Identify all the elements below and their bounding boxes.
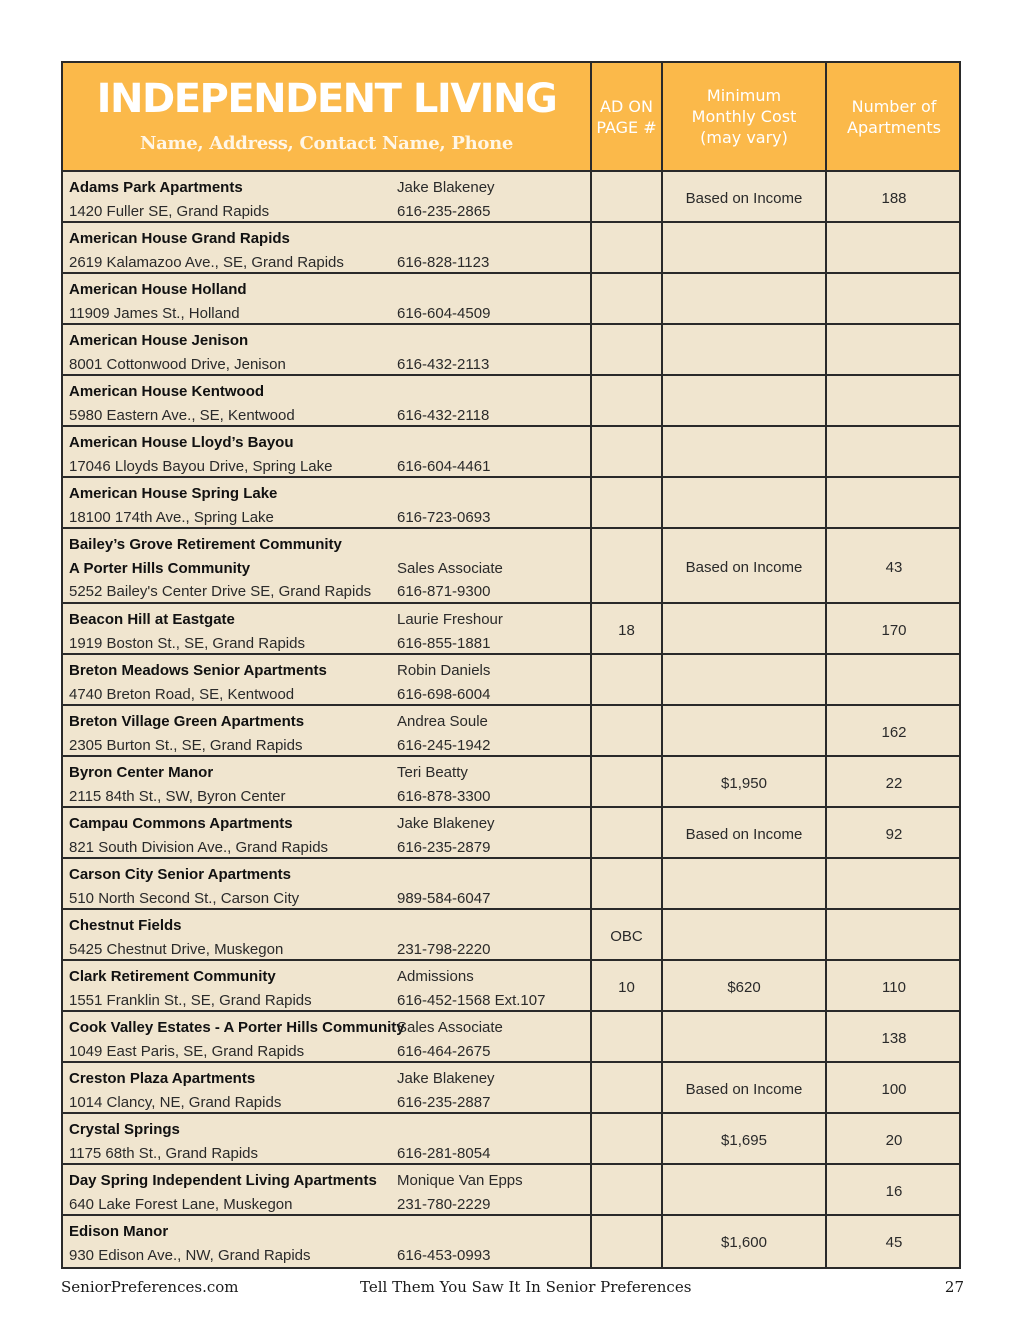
listing-phone: 616-464-2675 [397,1042,491,1060]
table-row [63,172,959,223]
listing-name: Cook Valley Estates - A Porter Hills Community [69,1019,405,1037]
listing-name: Adams Park Apartments [69,179,243,197]
monthly-cost-cell: Based on Income [661,172,825,225]
listing-phone: 616-245-1942 [397,736,491,754]
header-title-cell [63,63,590,170]
listing-info [63,1216,590,1269]
apartments-count-cell: 188 [825,172,961,225]
monthly-cost-cell [661,1012,825,1065]
header-ad-page [590,63,661,170]
listing-info [63,376,590,429]
listing-contact: Monique Van Epps [397,1172,523,1190]
listing-address: 17046 Lloyds Bayou Drive, Spring Lake [69,457,333,475]
apartments-count-cell: 110 [825,961,961,1014]
ad-page-cell [590,1114,661,1167]
ad-page-cell [590,655,661,708]
listing-address: 930 Edison Ave., NW, Grand Rapids [69,1246,311,1264]
table-row [63,427,959,478]
listing-info [63,172,590,225]
listing-info [63,859,590,912]
listing-name: Carson City Senior Apartments [69,866,291,884]
monthly-cost-cell [661,223,825,276]
apartments-count-cell [825,223,961,276]
listing-info [63,427,590,480]
listing-address: 5425 Chestnut Drive, Muskegon [69,940,284,958]
apartments-count-cell [825,910,961,963]
listing-phone: 231-798-2220 [397,940,491,958]
listing-info [63,604,590,657]
listing-address: 4740 Breton Road, SE, Kentwood [69,685,295,703]
table-row [63,1216,959,1267]
table-row [63,1012,959,1063]
listing-address: 1420 Fuller SE, Grand Rapids [69,202,270,220]
monthly-cost-cell [661,910,825,963]
table-header [63,63,959,172]
table-row [63,274,959,325]
listing-name: Edison Manor [69,1223,169,1241]
ad-page-cell [590,325,661,378]
table-row [63,655,959,706]
listing-info [63,1165,590,1218]
ad-page-cell [590,274,661,327]
listing-address: 5252 Bailey's Center Drive SE, Grand Rapids [69,583,372,601]
listing-phone: 231-780-2229 [397,1195,491,1213]
section-title: INDEPENDENT LIVING [96,76,557,122]
ad-page-cell: 18 [590,604,661,657]
ad-page-cell [590,859,661,912]
ad-page-cell [590,1216,661,1269]
listing-info [63,961,590,1014]
listing-contact: Sales Associate [397,1019,503,1037]
listing-address: 11909 James St., Holland [69,304,240,322]
header-ad-line2: PAGE # [596,117,657,137]
apartments-count-cell: 45 [825,1216,961,1269]
ad-page-cell [590,478,661,531]
ad-page-cell [590,529,661,606]
header-cost-line1: Minimum [706,86,782,105]
listing-address: 1919 Boston St., SE, Grand Rapids [69,634,305,652]
apartments-count-cell: 170 [825,604,961,657]
ad-page-cell [590,808,661,861]
apartments-count-cell: 138 [825,1012,961,1065]
monthly-cost-cell [661,655,825,708]
apartments-count-cell: 22 [825,757,961,810]
table-row [63,325,959,376]
listing-address: 2619 Kalamazoo Ave., SE, Grand Rapids [69,253,344,271]
listing-name: Day Spring Independent Living Apartments [69,1172,377,1190]
page-footer [61,1278,964,1300]
footer-tagline: Tell Them You Saw It In Senior Preferences [360,1278,692,1296]
listing-info [63,1012,590,1065]
header-cost-line2: Monthly Cost [691,107,797,126]
listing-info [63,706,590,759]
table-row [63,859,959,910]
ad-page-cell [590,427,661,480]
monthly-cost-cell [661,1165,825,1218]
listing-phone: 616-453-0993 [397,1246,491,1264]
monthly-cost-cell: $1,600 [661,1216,825,1269]
listing-name: American House Kentwood [69,383,265,401]
listing-phone: 616-698-6004 [397,685,491,703]
ad-page-cell: OBC [590,910,661,963]
listing-phone: 616-235-2879 [397,838,491,856]
monthly-cost-cell: Based on Income [661,529,825,606]
listing-phone: 616-855-1881 [397,634,491,652]
listing-name: Bailey’s Grove Retirement Community [69,536,342,554]
listing-info [63,1114,590,1167]
monthly-cost-cell [661,376,825,429]
listing-phone: 616-604-4461 [397,457,491,475]
listing-info [63,325,590,378]
listing-name: American House Spring Lake [69,485,278,503]
listing-address: 1049 East Paris, SE, Grand Rapids [69,1042,305,1060]
listing-phone: 616-235-2887 [397,1093,491,1111]
listing-phone: 616-723-0693 [397,508,491,526]
apartments-count-cell: 20 [825,1114,961,1167]
listing-address: 510 North Second St., Carson City [69,889,300,907]
listing-address: 1551 Franklin St., SE, Grand Rapids [69,991,312,1009]
listing-info [63,529,590,606]
header-apts-line2: Apartments [847,117,941,137]
listing-name: Breton Village Green Apartments [69,713,305,731]
listing-name: Creston Plaza Apartments [69,1070,256,1088]
listing-contact: Jake Blakeney [397,179,495,197]
monthly-cost-cell: Based on Income [661,808,825,861]
apartments-count-cell [825,325,961,378]
listing-name: American House Grand Rapids [69,230,290,248]
listing-info [63,1063,590,1116]
footer-website: SeniorPreferences.com [61,1278,239,1296]
listing-contact: Admissions [397,968,474,986]
monthly-cost-cell [661,604,825,657]
ad-page-cell [590,706,661,759]
listing-info [63,910,590,963]
listing-info [63,274,590,327]
ad-page-cell [590,1063,661,1116]
table-row [63,478,959,529]
listing-info [63,655,590,708]
table-row [63,706,959,757]
listing-name: Breton Meadows Senior Apartments [69,662,327,680]
apartments-count-cell: 16 [825,1165,961,1218]
listing-phone: 989-584-6047 [397,889,491,907]
header-apts-line1: Number of [851,96,937,116]
listing-phone: 616-604-4509 [397,304,491,322]
header-min-cost [661,63,825,170]
monthly-cost-cell: $1,695 [661,1114,825,1167]
listing-name: American House Holland [69,281,247,299]
listing-contact: Andrea Soule [397,713,488,731]
ad-page-cell [590,1012,661,1065]
table-row [63,1165,959,1216]
monthly-cost-cell [661,706,825,759]
ad-page-cell [590,376,661,429]
listing-phone: 616-452-1568 Ext.107 [397,991,546,1009]
listing-address: 821 South Division Ave., Grand Rapids [69,838,329,856]
listing-address: 1014 Clancy, NE, Grand Rapids [69,1093,282,1111]
monthly-cost-cell: $1,950 [661,757,825,810]
listing-name: Crystal Springs [69,1121,180,1139]
header-ad-line1: AD ON [600,96,653,116]
listing-contact: Teri Beatty [397,764,468,782]
listing-address: 1175 68th St., Grand Rapids [69,1144,259,1162]
listing-contact: Jake Blakeney [397,815,495,833]
apartments-count-cell: 162 [825,706,961,759]
table-row [63,961,959,1012]
listing-phone: 616-828-1123 [397,253,490,271]
table-row [63,910,959,961]
listing-contact: Robin Daniels [397,662,491,680]
listing-info [63,808,590,861]
listing-name-line2: A Porter Hills Community [69,559,251,577]
listing-address: 5980 Eastern Ave., SE, Kentwood [69,406,295,424]
listing-contact: Sales Associate [397,559,503,577]
listing-phone: 616-235-2865 [397,202,491,220]
ad-page-cell [590,757,661,810]
ad-page-cell [590,223,661,276]
monthly-cost-cell [661,325,825,378]
page-number: 27 [944,1278,964,1296]
header-cost-line3: (may vary) [700,128,788,147]
table-body [63,172,959,1267]
listing-name: Campau Commons Apartments [69,815,293,833]
listing-info [63,757,590,810]
table-row [63,1114,959,1165]
listing-name: Chestnut Fields [69,917,182,935]
apartments-count-cell: 100 [825,1063,961,1116]
apartments-count-cell: 43 [825,529,961,606]
table-row [63,376,959,427]
listing-phone: 616-871-9300 [397,583,491,601]
monthly-cost-cell: $620 [661,961,825,1014]
monthly-cost-cell [661,427,825,480]
listing-name: Clark Retirement Community [69,968,276,986]
ad-page-cell: 10 [590,961,661,1014]
apartments-count-cell [825,478,961,531]
ad-page-cell [590,172,661,225]
listing-phone: 616-878-3300 [397,787,491,805]
apartments-count-cell [825,274,961,327]
listing-name: Beacon Hill at Eastgate [69,611,235,629]
apartments-count-cell [825,859,961,912]
independent-living-table [61,61,961,1269]
section-subtitle: Name, Address, Contact Name, Phone [139,133,514,154]
listing-name: Byron Center Manor [69,764,214,782]
listing-contact: Laurie Freshour [397,611,503,629]
apartments-count-cell [825,376,961,429]
listing-phone: 616-432-2113 [397,355,490,373]
monthly-cost-cell [661,274,825,327]
table-row [63,604,959,655]
apartments-count-cell [825,655,961,708]
listing-address: 2305 Burton St., SE, Grand Rapids [69,736,303,754]
listing-phone: 616-432-2118 [397,406,490,424]
monthly-cost-cell [661,478,825,531]
monthly-cost-cell: Based on Income [661,1063,825,1116]
listing-address: 8001 Cottonwood Drive, Jenison [69,355,286,373]
table-row [63,757,959,808]
listing-info [63,223,590,276]
header-num-apartments [825,63,961,170]
ad-page-cell [590,1165,661,1218]
listing-info [63,478,590,531]
apartments-count-cell: 92 [825,808,961,861]
listing-name: American House Lloyd’s Bayou [69,434,294,452]
monthly-cost-cell [661,859,825,912]
listing-phone: 616-281-8054 [397,1144,491,1162]
listing-name: American House Jenison [69,332,249,350]
listing-address: 2115 84th St., SW, Byron Center [69,787,286,805]
listing-address: 640 Lake Forest Lane, Muskegon [69,1195,293,1213]
listing-contact: Jake Blakeney [397,1070,495,1088]
apartments-count-cell [825,427,961,480]
table-row [63,808,959,859]
table-row [63,223,959,274]
table-row [63,529,959,604]
table-row [63,1063,959,1114]
listing-address: 18100 174th Ave., Spring Lake [69,508,274,526]
